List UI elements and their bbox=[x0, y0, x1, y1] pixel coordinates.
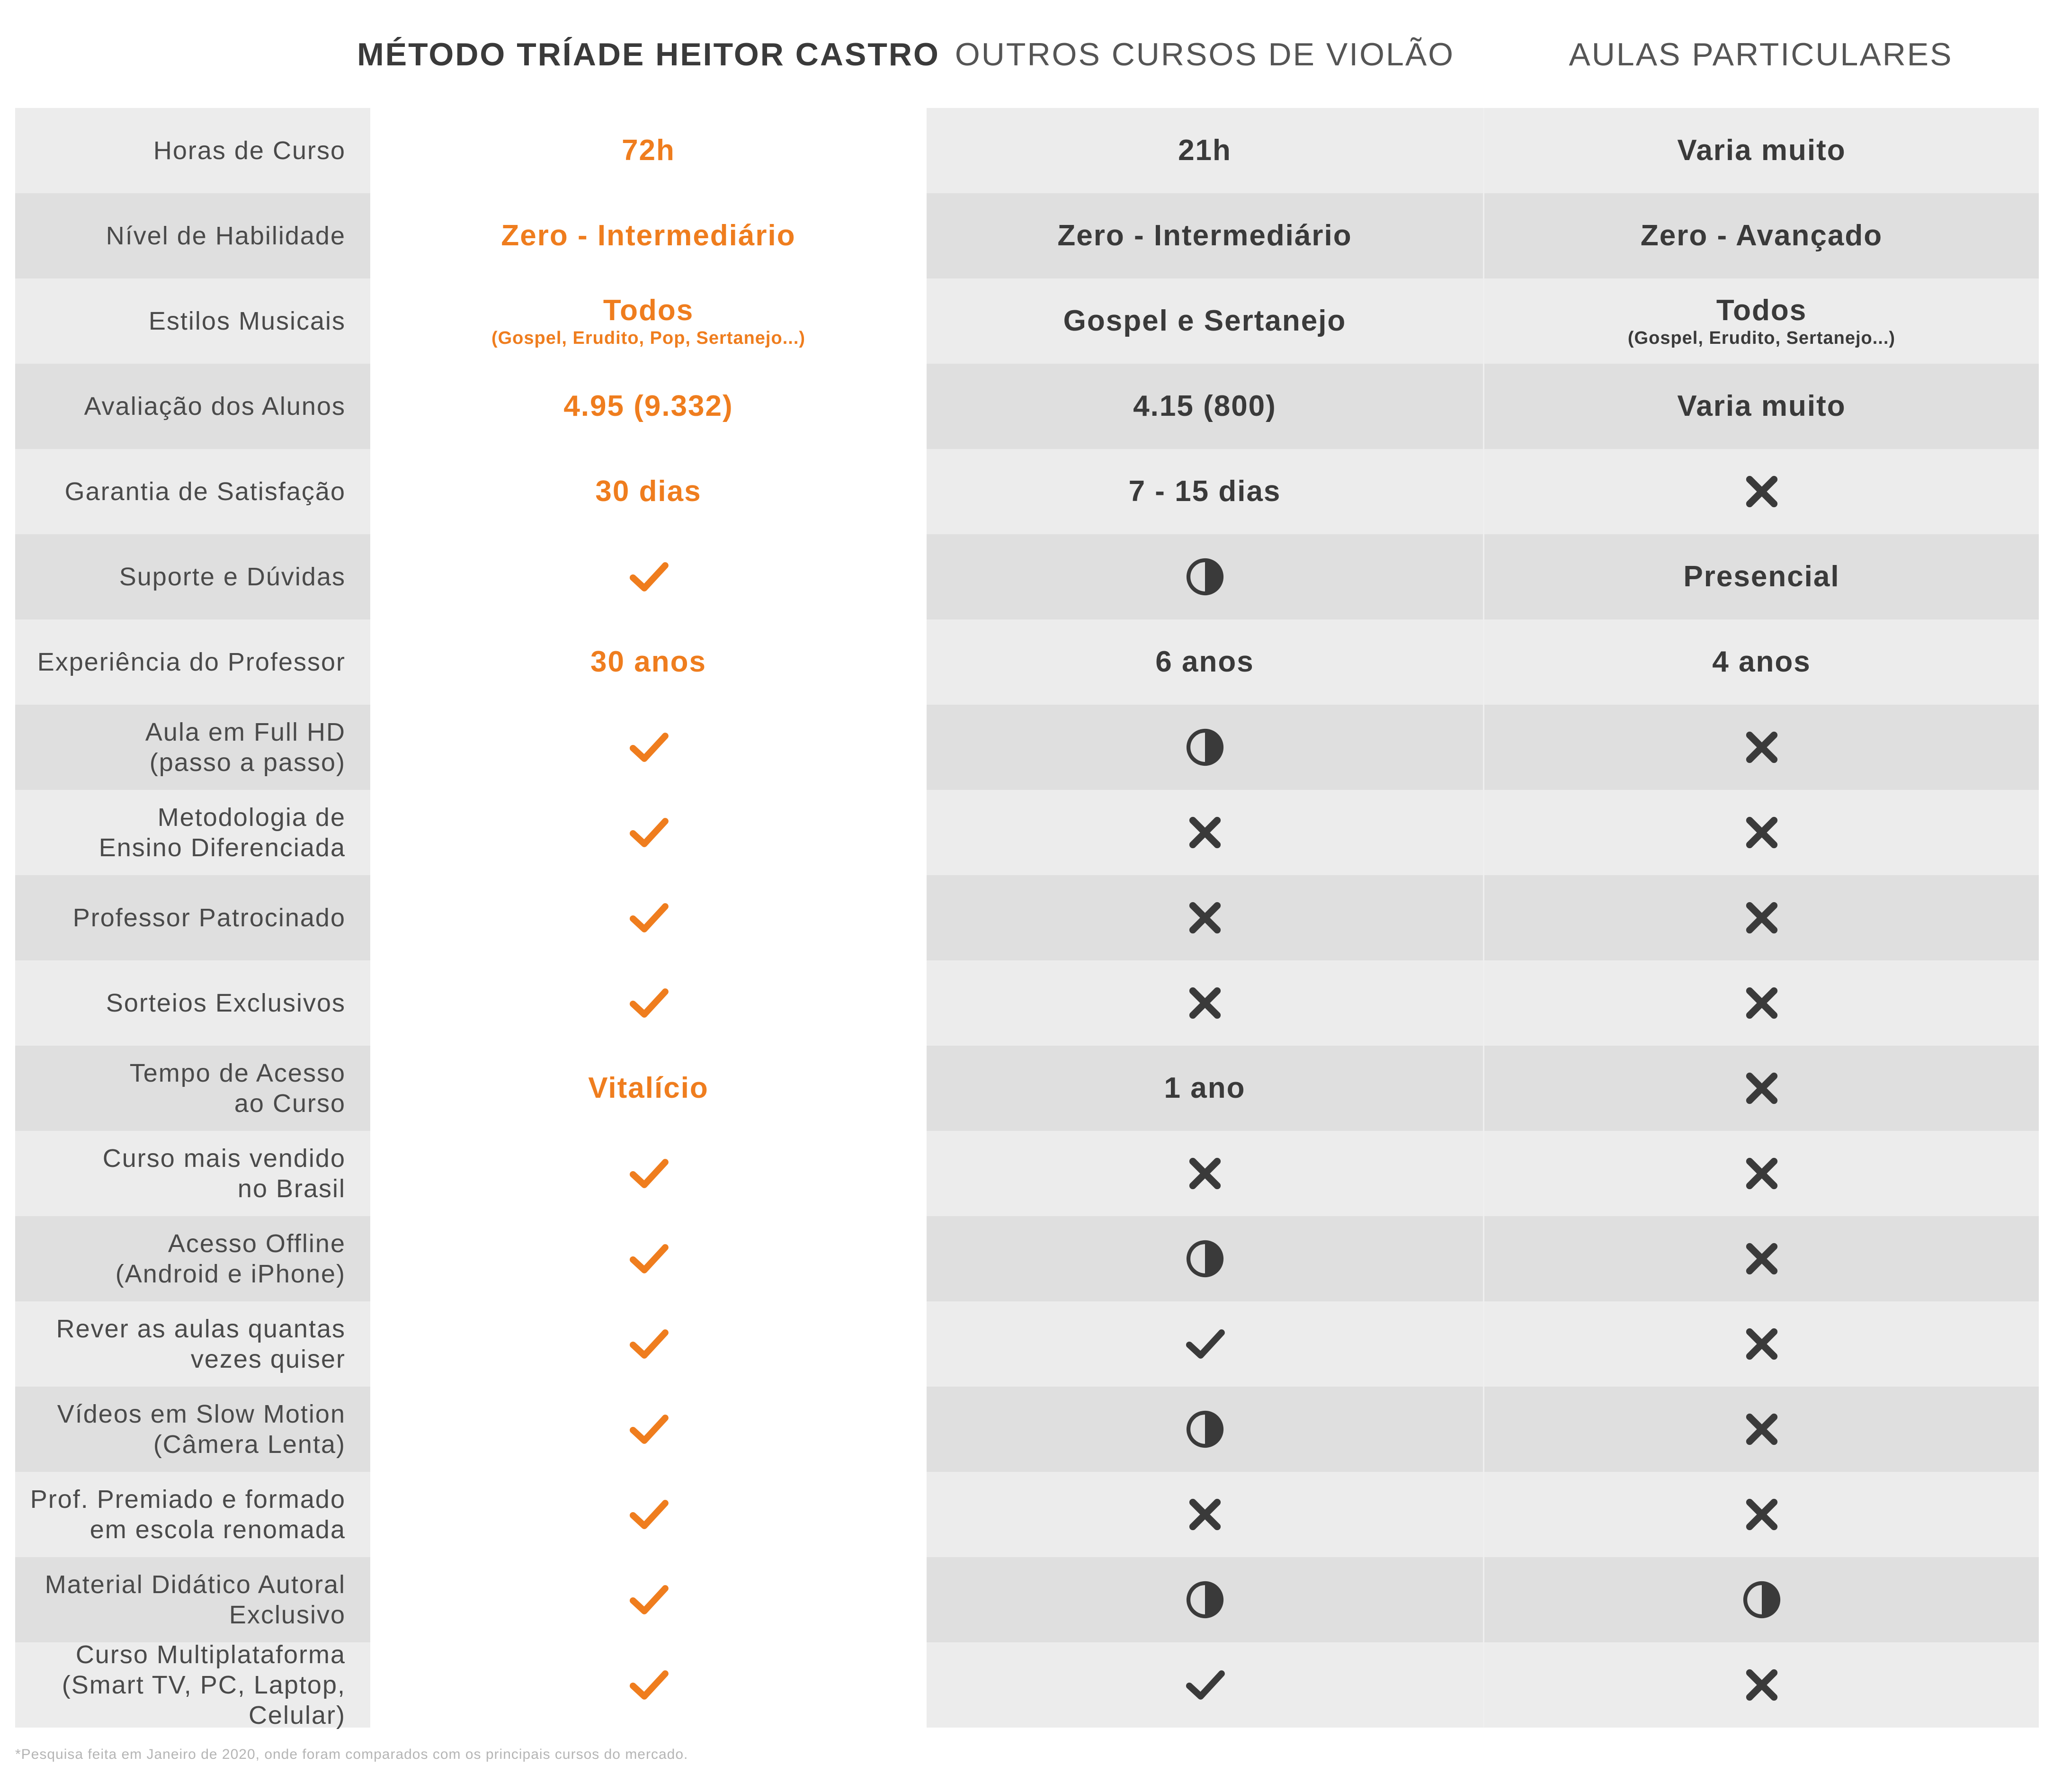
row-label-line: (Smart TV, PC, Laptop, Celular) bbox=[62, 1671, 346, 1729]
row-label-line: Ensino Diferenciada bbox=[98, 833, 346, 862]
header-metodo-triade: MÉTODO TRÍADE HEITOR CASTRO bbox=[357, 36, 940, 72]
cross-icon bbox=[1740, 470, 1784, 513]
cell-aulas-particulares bbox=[1483, 705, 2039, 790]
row-label bbox=[15, 790, 370, 875]
cell-aulas-particulares bbox=[1483, 1387, 2039, 1472]
cell-aulas-particulares bbox=[1483, 619, 2039, 705]
row-label-line: vezes quiser bbox=[190, 1345, 346, 1373]
row-label-line: Professor Patrocinado bbox=[72, 904, 346, 932]
cell-outros-cursos bbox=[927, 534, 1483, 619]
cell-aulas-particulares bbox=[1483, 1216, 2039, 1301]
cell-metodo-triade bbox=[370, 1046, 927, 1131]
cross-icon bbox=[1740, 1066, 1784, 1110]
cell-value: Todos bbox=[603, 294, 694, 327]
cell-metodo-triade bbox=[370, 790, 927, 875]
check-icon bbox=[627, 981, 670, 1025]
cross-icon bbox=[1183, 1152, 1227, 1195]
row-label-line: Nível de Habilidade bbox=[106, 222, 346, 250]
cross-icon bbox=[1740, 1493, 1784, 1536]
cell-metodo-triade bbox=[370, 960, 927, 1046]
half-circle-icon bbox=[1740, 1578, 1784, 1622]
table-row bbox=[15, 1046, 2039, 1131]
row-label-line: Aula em Full HD bbox=[145, 718, 346, 746]
row-label-line: Estilos Musicais bbox=[148, 307, 346, 335]
cross-icon bbox=[1740, 896, 1784, 940]
cell-value: Zero - Intermediário bbox=[1057, 219, 1352, 252]
row-label bbox=[15, 960, 370, 1046]
cell-metodo-triade bbox=[370, 875, 927, 960]
cell-value: Todos bbox=[1716, 294, 1807, 327]
cell-value: 4.15 (800) bbox=[1133, 390, 1276, 422]
cell-outros-cursos bbox=[927, 1557, 1483, 1642]
check-icon bbox=[627, 1578, 670, 1622]
cell-outros-cursos bbox=[927, 108, 1483, 193]
row-label-line: Metodologia de bbox=[157, 803, 346, 832]
row-label bbox=[15, 1642, 370, 1728]
table-row bbox=[15, 960, 2039, 1046]
row-label-line: Material Didático Autoral bbox=[45, 1570, 346, 1599]
row-label-line: Acesso Offline bbox=[168, 1229, 346, 1258]
half-circle-icon bbox=[1183, 1407, 1227, 1451]
cell-outros-cursos bbox=[927, 364, 1483, 449]
cell-value: 4.95 (9.332) bbox=[563, 390, 733, 422]
cell-metodo-triade bbox=[370, 449, 927, 534]
cell-metodo-triade bbox=[370, 1387, 927, 1472]
row-label bbox=[15, 619, 370, 705]
header-outros-cursos: OUTROS CURSOS DE VIOLÃO bbox=[955, 36, 1455, 72]
cell-metodo-triade bbox=[370, 1131, 927, 1216]
cell-metodo-triade bbox=[370, 1301, 927, 1387]
cell-subtext: (Gospel, Erudito, Pop, Sertanejo...) bbox=[491, 328, 806, 348]
cross-icon bbox=[1740, 1407, 1784, 1451]
row-label bbox=[15, 449, 370, 534]
cell-value: Zero - Intermediário bbox=[501, 219, 796, 252]
cell-metodo-triade bbox=[370, 1557, 927, 1642]
cross-icon bbox=[1740, 1663, 1784, 1707]
row-label-line: (Câmera Lenta) bbox=[153, 1430, 346, 1459]
cell-metodo-triade bbox=[370, 619, 927, 705]
half-circle-icon bbox=[1183, 555, 1227, 599]
cell-aulas-particulares bbox=[1483, 1472, 2039, 1557]
cross-icon bbox=[1740, 1237, 1784, 1281]
check-icon bbox=[627, 1493, 670, 1536]
cell-outros-cursos bbox=[927, 1642, 1483, 1728]
table-row bbox=[15, 1472, 2039, 1557]
row-label-line: no Brasil bbox=[237, 1174, 346, 1203]
cell-metodo-triade bbox=[370, 1472, 927, 1557]
cell-aulas-particulares bbox=[1483, 108, 2039, 193]
half-circle-icon bbox=[1183, 1237, 1227, 1281]
table-row bbox=[15, 875, 2039, 960]
cell-subtext: (Gospel, Erudito, Sertanejo...) bbox=[1627, 328, 1896, 348]
cell-outros-cursos bbox=[927, 193, 1483, 278]
cell-metodo-triade bbox=[370, 705, 927, 790]
cell-metodo-triade bbox=[370, 278, 927, 364]
table-row bbox=[15, 278, 2039, 364]
cell-outros-cursos bbox=[927, 1301, 1483, 1387]
row-label bbox=[15, 1557, 370, 1642]
row-label-line: Garantia de Satisfação bbox=[64, 477, 346, 506]
row-label bbox=[15, 534, 370, 619]
cell-metodo-triade bbox=[370, 1642, 927, 1728]
check-icon bbox=[627, 555, 670, 599]
table-row bbox=[15, 790, 2039, 875]
cell-value: 30 dias bbox=[595, 475, 702, 508]
row-label-line: (passo a passo) bbox=[149, 748, 346, 777]
row-label bbox=[15, 1216, 370, 1301]
table-row bbox=[15, 193, 2039, 278]
cell-aulas-particulares bbox=[1483, 790, 2039, 875]
row-label-line: Curso mais vendido bbox=[102, 1144, 346, 1173]
cell-value: Presencial bbox=[1683, 560, 1840, 593]
cell-outros-cursos bbox=[927, 278, 1483, 364]
table-row bbox=[15, 1387, 2039, 1472]
cell-outros-cursos bbox=[927, 619, 1483, 705]
cell-aulas-particulares bbox=[1483, 1301, 2039, 1387]
cell-aulas-particulares bbox=[1483, 1131, 2039, 1216]
check-icon bbox=[627, 726, 670, 769]
cell-metodo-triade bbox=[370, 193, 927, 278]
row-label-line: Avaliação dos Alunos bbox=[84, 392, 346, 421]
cross-icon bbox=[1183, 1493, 1227, 1536]
cell-metodo-triade bbox=[370, 108, 927, 193]
cell-metodo-triade bbox=[370, 534, 927, 619]
cross-icon bbox=[1740, 811, 1784, 854]
cell-aulas-particulares bbox=[1483, 278, 2039, 364]
cell-outros-cursos bbox=[927, 1046, 1483, 1131]
cross-icon bbox=[1183, 811, 1227, 854]
row-label-line: (Android e iPhone) bbox=[115, 1260, 346, 1288]
row-label bbox=[15, 875, 370, 960]
cell-value: 4 anos bbox=[1712, 645, 1811, 678]
cell-aulas-particulares bbox=[1483, 364, 2039, 449]
row-label-line: Exclusivo bbox=[229, 1601, 346, 1629]
cell-aulas-particulares bbox=[1483, 875, 2039, 960]
cell-outros-cursos bbox=[927, 1216, 1483, 1301]
row-label bbox=[15, 108, 370, 193]
table-row bbox=[15, 449, 2039, 534]
cell-value: 30 anos bbox=[590, 645, 706, 678]
cell-value: 1 ano bbox=[1164, 1072, 1246, 1104]
table-row bbox=[15, 534, 2039, 619]
row-label bbox=[15, 278, 370, 364]
table-row bbox=[15, 108, 2039, 193]
row-label bbox=[15, 1301, 370, 1387]
half-circle-icon bbox=[1183, 1578, 1227, 1622]
cell-outros-cursos bbox=[927, 705, 1483, 790]
cell-aulas-particulares bbox=[1483, 1642, 2039, 1728]
cell-aulas-particulares bbox=[1483, 1046, 2039, 1131]
cross-icon bbox=[1740, 981, 1784, 1025]
cell-aulas-particulares bbox=[1483, 449, 2039, 534]
header-aulas-particulares: AULAS PARTICULARES bbox=[1569, 36, 1953, 72]
cross-icon bbox=[1183, 981, 1227, 1025]
cell-value: Vitalício bbox=[588, 1072, 709, 1104]
row-label bbox=[15, 1387, 370, 1472]
cell-aulas-particulares bbox=[1483, 960, 2039, 1046]
cell-outros-cursos bbox=[927, 1131, 1483, 1216]
cross-icon bbox=[1740, 1322, 1784, 1366]
row-label-line: Sorteios Exclusivos bbox=[106, 989, 346, 1017]
table-row bbox=[15, 1131, 2039, 1216]
row-label bbox=[15, 1131, 370, 1216]
cell-value: 7 - 15 dias bbox=[1128, 475, 1281, 508]
row-label-line: Rever as aulas quantas bbox=[56, 1315, 346, 1343]
cell-outros-cursos bbox=[927, 449, 1483, 534]
table-row bbox=[15, 364, 2039, 449]
cell-value: 72h bbox=[622, 134, 675, 167]
check-icon bbox=[627, 811, 670, 854]
cell-value: Gospel e Sertanejo bbox=[1063, 305, 1347, 337]
check-icon bbox=[627, 1407, 670, 1451]
row-label bbox=[15, 193, 370, 278]
cross-icon bbox=[1740, 726, 1784, 769]
row-label-line: Experiência do Professor bbox=[37, 648, 346, 676]
cell-aulas-particulares bbox=[1483, 1557, 2039, 1642]
cell-value: Zero - Avançado bbox=[1640, 219, 1883, 252]
check-icon bbox=[627, 1663, 670, 1707]
cell-outros-cursos bbox=[927, 1387, 1483, 1472]
row-label bbox=[15, 364, 370, 449]
table-row bbox=[15, 1301, 2039, 1387]
check-icon bbox=[1183, 1322, 1227, 1366]
row-label-line: Prof. Premiado e formado bbox=[30, 1485, 346, 1514]
check-icon bbox=[627, 1152, 670, 1195]
cell-value: 6 anos bbox=[1155, 645, 1254, 678]
cell-value: 21h bbox=[1178, 134, 1232, 167]
cell-outros-cursos bbox=[927, 875, 1483, 960]
row-label-line: Tempo de Acesso bbox=[129, 1059, 346, 1087]
table-row bbox=[15, 1216, 2039, 1301]
row-label bbox=[15, 1046, 370, 1131]
cell-outros-cursos bbox=[927, 960, 1483, 1046]
cell-outros-cursos bbox=[927, 790, 1483, 875]
row-label-line: em escola renomada bbox=[89, 1515, 346, 1544]
row-label-line: Curso Multiplataforma bbox=[75, 1640, 346, 1669]
cell-aulas-particulares bbox=[1483, 534, 2039, 619]
footnote: *Pesquisa feita em Janeiro de 2020, onde foram comparados com os principais cursos do mercado. bbox=[15, 1747, 688, 1762]
cell-value: Varia muito bbox=[1677, 390, 1846, 422]
cell-value: Varia muito bbox=[1677, 134, 1846, 167]
cross-icon bbox=[1740, 1152, 1784, 1195]
check-icon bbox=[627, 1322, 670, 1366]
row-label-line: Suporte e Dúvidas bbox=[119, 563, 346, 591]
half-circle-icon bbox=[1183, 726, 1227, 769]
cell-aulas-particulares bbox=[1483, 193, 2039, 278]
cell-outros-cursos bbox=[927, 1472, 1483, 1557]
check-icon bbox=[1183, 1663, 1227, 1707]
cell-metodo-triade bbox=[370, 364, 927, 449]
table-row bbox=[15, 705, 2039, 790]
table-row bbox=[15, 619, 2039, 705]
row-label bbox=[15, 1472, 370, 1557]
row-label bbox=[15, 705, 370, 790]
check-icon bbox=[627, 1237, 670, 1281]
cross-icon bbox=[1183, 896, 1227, 940]
row-label-line: ao Curso bbox=[234, 1089, 346, 1118]
row-label-line: Horas de Curso bbox=[153, 136, 346, 165]
table-row bbox=[15, 1642, 2039, 1728]
table-row bbox=[15, 1557, 2039, 1642]
row-label-line: Vídeos em Slow Motion bbox=[57, 1400, 346, 1428]
check-icon bbox=[627, 896, 670, 940]
cell-metodo-triade bbox=[370, 1216, 927, 1301]
